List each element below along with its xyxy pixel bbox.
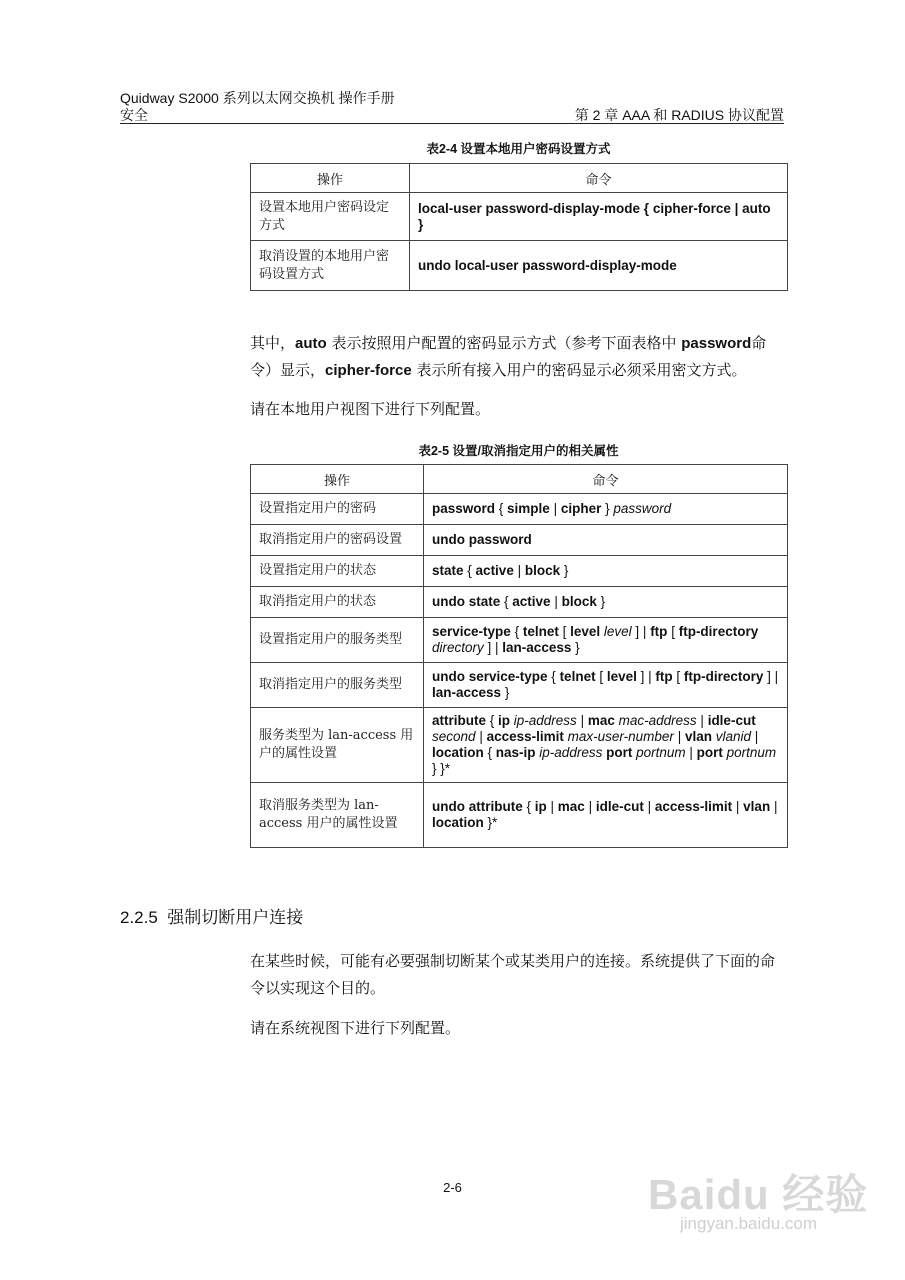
cmd-cell: state { active | block } [424, 556, 788, 587]
cmd-cell: undo local-user password-display-mode [410, 241, 788, 291]
table2-caption: 表2-5 设置/取消指定用户的相关属性 [418, 444, 619, 458]
op-cell: 取消指定用户的状态 [251, 587, 424, 618]
table-row [251, 556, 788, 587]
table1-caption: 表2-4 设置本地用户密码设置方式 [426, 142, 611, 156]
table-row [251, 494, 788, 525]
table-user-attributes [250, 464, 788, 848]
baidu-watermark-url: jingyan.baidu.com [680, 1214, 818, 1233]
table-row [251, 618, 788, 663]
keyword-auto: auto [295, 335, 327, 352]
table-row [251, 193, 788, 241]
cmd-cell: attribute { ip ip-address | mac mac-address | idle-cut second | access-limit max-user-number | vlan vlanid | location { nas-ip ip-address port portnum | port portnum } }* [424, 708, 788, 783]
table-header-row [251, 164, 788, 193]
table-row [251, 241, 788, 291]
section-title: 强制切断用户连接 [167, 908, 304, 927]
keyword-password: password [681, 335, 752, 352]
op-cell: 设置指定用户的服务类型 [251, 618, 424, 663]
table-row [251, 663, 788, 708]
section-heading [120, 903, 303, 928]
op-cell: 设置指定用户的状态 [251, 556, 424, 587]
paragraph-force-disconnect: 在某些时候，可能有必要强制切断某个或某类用户的连接。系统提供了下面的命令以实现这个目的。 [250, 952, 776, 997]
cmd-cell: undo state { active | block } [424, 587, 788, 618]
op-cell: 取消设置的本地用户密码设置方式 [251, 241, 410, 291]
baidu-watermark-logo: Baidu 经验 [648, 1171, 869, 1218]
table-password-mode [250, 163, 788, 291]
op-cell: 设置指定用户的密码 [251, 494, 424, 525]
cmd-cell: undo service-type { telnet [ level ] | ftp [ ftp-directory ] | lan-access } [424, 663, 788, 708]
table-row [251, 525, 788, 556]
header-subtitle: 安全 [120, 107, 148, 123]
table-row [251, 708, 788, 783]
header-chapter: 第 2 章 AAA 和 RADIUS 协议配置 [574, 107, 784, 123]
op-cell: 取消指定用户的密码设置 [251, 525, 424, 556]
op-cell: 取消指定用户的服务类型 [251, 663, 424, 708]
paragraph-local-user-view: 请在本地用户视图下进行下列配置。 [250, 400, 491, 418]
op-cell: 设置本地用户密码设定方式 [251, 193, 410, 241]
cmd-cell: local-user password-display-mode { cipher-force | auto } [410, 193, 788, 241]
cmd-cell: service-type { telnet [ level level ] | ftp [ ftp-directory directory ] | lan-access } [424, 618, 788, 663]
paragraph-system-view: 请在系统视图下进行下列配置。 [250, 1019, 461, 1037]
table-row [251, 783, 788, 848]
section-number: 2.2.5 [120, 908, 158, 927]
cmd-cell: password { simple | cipher } password [424, 494, 788, 525]
header-rule [120, 123, 784, 124]
col-header-cmd: 命令 [424, 465, 788, 494]
paragraph-auto-explanation: 其中，auto 表示按照用户配置的密码显示方式（参考下面表格中 password命令）显示，cipher-force 表示所有接入用户的密码显示必须采用密文方式。 [250, 334, 767, 379]
op-cell: 服务类型为 lan-access 用户的属性设置 [251, 708, 424, 783]
table-row [251, 587, 788, 618]
col-header-op: 操作 [251, 465, 424, 494]
table-header-row [251, 465, 788, 494]
header-title: Quidway S2000 系列以太网交换机 操作手册 [120, 90, 395, 106]
keyword-cipher-force: cipher-force [325, 362, 412, 379]
op-cell: 取消服务类型为 lan-access 用户的属性设置 [251, 783, 424, 848]
cmd-cell: undo attribute { ip | mac | idle-cut | access-limit | vlan | location }* [424, 783, 788, 848]
col-header-op: 操作 [251, 164, 410, 193]
col-header-cmd: 命令 [410, 164, 788, 193]
cmd-cell: undo password [424, 525, 788, 556]
page-number: 2-6 [443, 1180, 462, 1195]
